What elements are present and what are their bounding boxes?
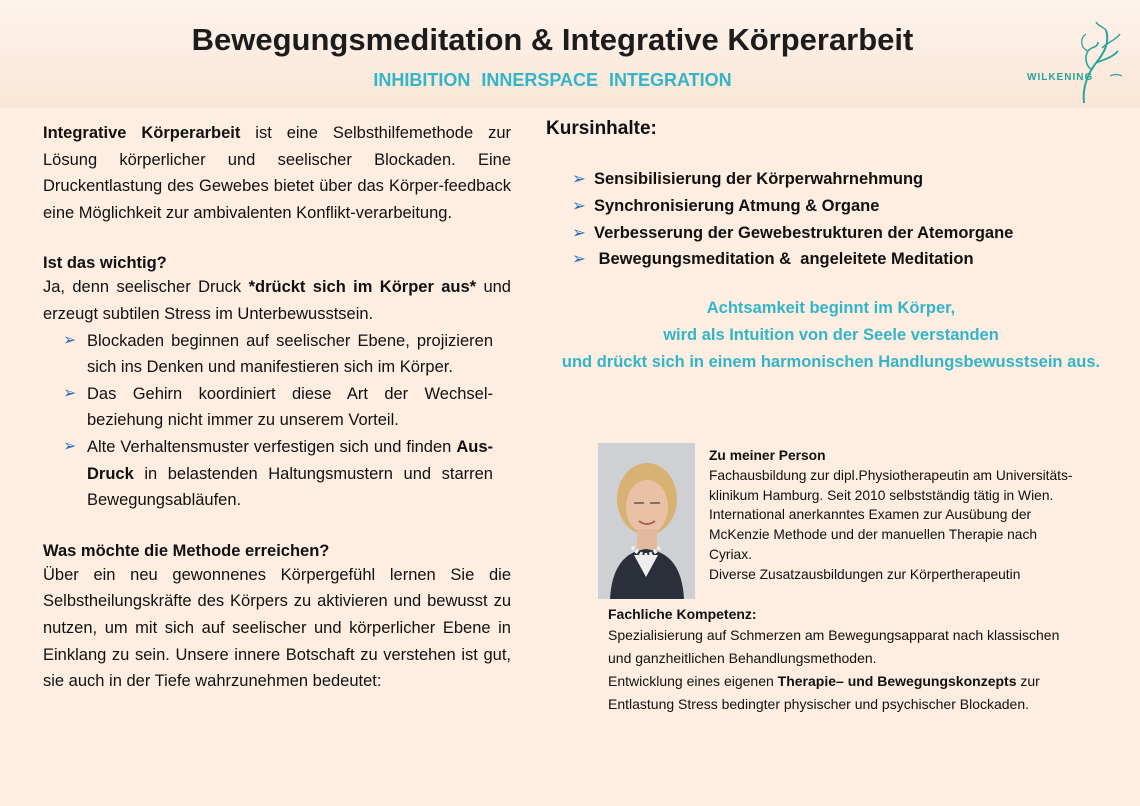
intro-text: ist eine Selbsthilfemethode zur Lösung körperlicher und seelischer Blockaden. Eine Druckentlastung des Gewebes bietet über das Körper-feedback eine Möglichkeit zur ambivalenten Konflikt-verarbeitung. bbox=[43, 124, 511, 222]
list-item: ➢ Bewegungsmeditation & angeleitete Meditation bbox=[594, 246, 1116, 273]
intro-paragraph bbox=[43, 120, 511, 226]
question-text-2: Über ein neu gewonnenes Körpergefühl lernen Sie die Selbstheilungskräfte des Körpers zu aktivieren und bewusst zu nutzen, um mit sich auf seelischer und körperlicher Ebene in Einklang zu sein. Unsere innere Botschaft zu verstehen ist gut, sie auch in der Tiefe wahrzunehmen bedeutet: bbox=[43, 565, 511, 691]
page-subtitle: INHIBITION INNERSPACE INTEGRATION bbox=[373, 70, 732, 90]
list-item: ➢ Sensibilisierung der Körperwahrnehmung bbox=[594, 166, 1116, 193]
arrow-bullet-icon: ➢ bbox=[63, 437, 77, 455]
intro-bold: Integrative Körperarbeit bbox=[43, 124, 241, 142]
list-item: ➢ Blockaden beginnen auf seelischer Ebene, projizieren sich ins Denken und manifestieren sich im Körper. bbox=[87, 328, 493, 381]
question-heading-2: Was möchte die Methode erreichen? bbox=[43, 541, 330, 560]
competence-title: Fachliche Kompetenz: bbox=[608, 606, 757, 622]
arrow-bullet-icon: ➢ bbox=[572, 250, 586, 269]
arrow-bullet-icon: ➢ bbox=[572, 196, 586, 215]
list-item: ➢ Das Gehirn koordiniert diese Art der Wechsel-beziehung nicht immer zu unserem Vorteil. bbox=[87, 381, 493, 434]
portrait-photo bbox=[598, 443, 695, 599]
arrow-bullet-icon: ➢ bbox=[63, 384, 77, 402]
question-text-1: Ja, denn seelischer Druck *drückt sich im Körper aus* und erzeugt subtilen Stress im Unterbewusstsein. bbox=[43, 278, 511, 323]
emphasis: *drückt sich im Körper aus* bbox=[248, 278, 477, 297]
competence-section: Fachliche Kompetenz: Spezialisierung auf Schmerzen am Bewegungsapparat nach klassischen und ganzheitlichen Behandlungsmethoden. Entwicklung eines eigenen Therapie– und Bewegungskonzepts zur Entlastung Stress bedingter physischer und psychischer Blockaden. bbox=[608, 604, 1108, 716]
arrow-bullet-icon: ➢ bbox=[63, 331, 77, 349]
wilkening-logo-icon bbox=[1022, 18, 1132, 110]
question-heading-1: Ist das wichtig? bbox=[43, 254, 167, 273]
mindfulness-quote: Achtsamkeit beginnt im Körper, wird als Intuition von der Seele verstanden und drückt sich in einem harmonischen Handlungsbewusstsein aus. bbox=[561, 299, 1101, 371]
reason-list bbox=[43, 328, 511, 514]
about-me: Zu meiner Person Fachausbildung zur dipl.Physiotherapeutin am Universitäts- klinikum Hamburg. Seit 2010 selbstständig tätig in Wien. International anerkanntes Examen zur Ausübung der McKenzie Methode und der manuellen Therapie nach Cyriax. Diverse Zusatzausbildungen zur Körpertherapeutin bbox=[709, 446, 1109, 590]
logo-text: WILKENING bbox=[1027, 72, 1094, 83]
left-column bbox=[43, 120, 511, 695]
about-me-title: Zu meiner Person bbox=[709, 448, 826, 463]
right-column bbox=[546, 118, 1116, 376]
arrow-bullet-icon: ➢ bbox=[572, 223, 586, 242]
list-item: ➢ Verbesserung der Gewebestrukturen der Atemorgane bbox=[594, 220, 1116, 247]
list-item: ➢ Synchronisierung Atmung & Organe bbox=[594, 193, 1116, 220]
list-item: ➢ Alte Verhaltensmuster verfestigen sich und finden Aus-Druck in belastenden Haltungsmustern und starren Bewegungsabläufen. bbox=[87, 434, 493, 514]
course-contents-list bbox=[546, 166, 1116, 273]
page-title: Bewegungsmeditation & Integrative Körperarbeit bbox=[191, 22, 914, 57]
arrow-bullet-icon: ➢ bbox=[572, 170, 586, 188]
course-contents-title: Kursinhalte: bbox=[546, 118, 657, 139]
